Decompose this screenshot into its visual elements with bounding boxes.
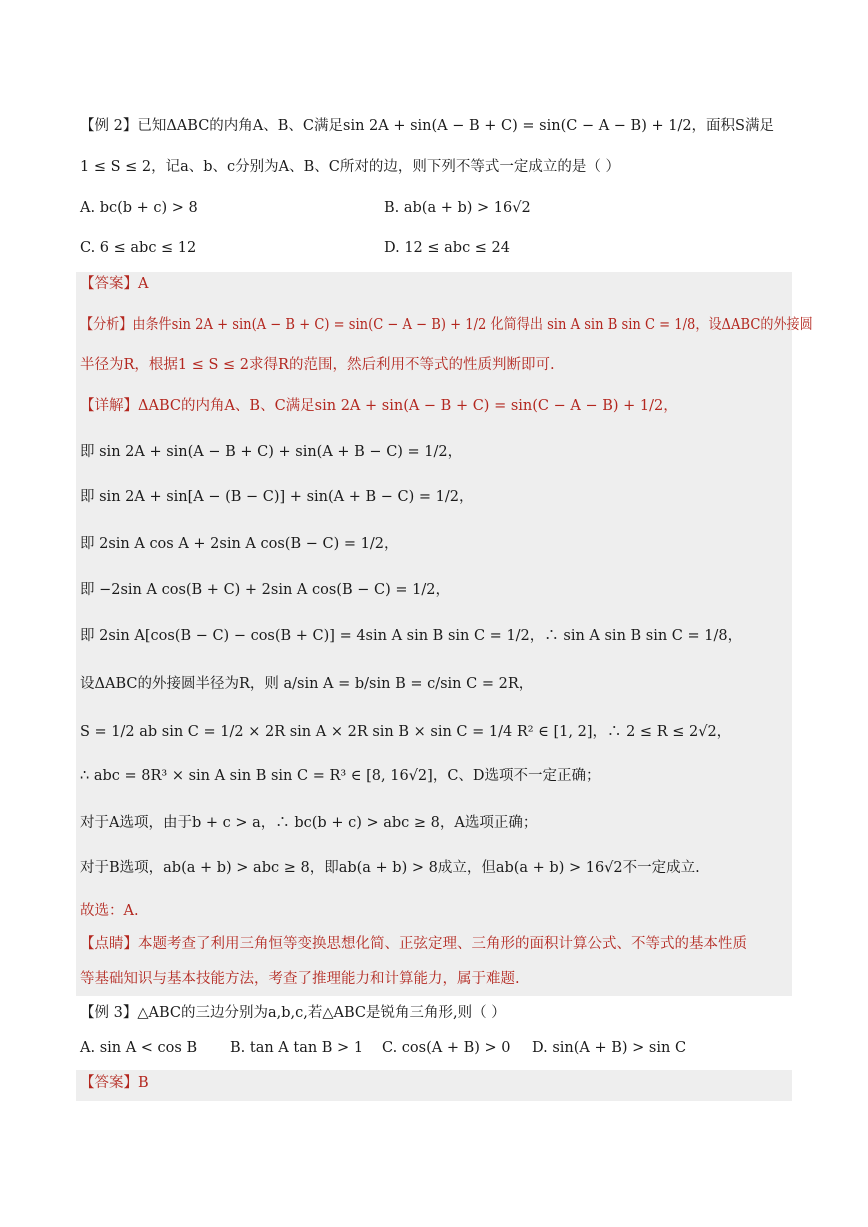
ex3-solution-block xyxy=(76,1070,792,1101)
ex2-step-6: 设ΔABC的外接圆半径为R，则 a/sin A = b/sin B = c/sin C = 2R， xyxy=(80,676,534,692)
ex2-option-b: B. ab(a + b) > 16√2 xyxy=(384,200,531,216)
ex2-step-1: 即 sin 2A + sin(A − B + C) + sin(A + B − C) = 1/2， xyxy=(80,444,463,460)
ex2-comment-line1: 【点睛】本题考查了利用三角恒等变换思想化简、正弦定理、三角形的面积计算公式、不等式的基本性质 xyxy=(80,936,747,952)
ex3-answer: 【答案】B xyxy=(80,1075,149,1091)
ex2-option-a: A. bc(b + c) > 8 xyxy=(80,200,198,216)
ex2-detail-line1: 【详解】ΔABC的内角A、B、C满足sin 2A + sin(A − B + C) = sin(C − A − B) + 1/2， xyxy=(80,398,678,414)
ex2-analysis-line1: 【分析】由条件sin 2A + sin(A − B + C) = sin(C − A − B) + 1/2 化简得出 sin A sin B sin C = 1/8，设ΔABC的外接圆 xyxy=(80,317,813,333)
ex2-step-2: 即 sin 2A + sin[A − (B − C)] + sin(A + B − C) = 1/2， xyxy=(80,489,474,505)
ex2-step-5: 即 2sin A[cos(B − C) − cos(B + C)] = 4sin A sin B sin C = 1/2，∴ sin A sin B sin C = 1/8， xyxy=(80,628,743,644)
ex3-option-a: A. sin A < cos B xyxy=(80,1040,198,1056)
ex3-option-b: B. tan A tan B > 1 xyxy=(230,1040,364,1056)
ex2-choose: 故选：A. xyxy=(80,903,139,919)
ex2-answer: 【答案】A xyxy=(80,276,149,292)
ex2-stem-line1: 【例 2】已知ΔABC的内角A、B、C满足sin 2A + sin(A − B + C) = sin(C − A − B) + 1/2，面积S满足 xyxy=(80,118,774,134)
ex2-comment-line2: 等基础知识与基本技能方法，考查了推理能力和计算能力，属于难题. xyxy=(80,971,520,987)
ex2-step-3: 即 2sin A cos A + 2sin A cos(B − C) = 1/2， xyxy=(80,536,399,552)
ex3-option-d: D. sin(A + B) > sin C xyxy=(532,1040,687,1056)
ex3-stem: 【例 3】△ABC的三边分别为a,b,c,若△ABC是锐角三角形,则（ ） xyxy=(80,1005,506,1021)
ex2-step-10: 对于B选项，ab(a + b) > abc ≥ 8，即ab(a + b) > 8成立，但ab(a + b) > 16√2不一定成立. xyxy=(80,860,700,876)
ex2-step-9: 对于A选项，由于b + c > a，∴ bc(b + c) > abc ≥ 8，A选项正确； xyxy=(80,815,538,831)
ex3-option-c: C. cos(A + B) > 0 xyxy=(382,1040,511,1056)
ex2-step-4: 即 −2sin A cos(B + C) + 2sin A cos(B − C) = 1/2， xyxy=(80,582,450,598)
ex2-step-8: ∴ abc = 8R³ × sin A sin B sin C = R³ ∈ [8, 16√2]，C、D选项不一定正确； xyxy=(80,768,601,784)
ex2-analysis-line2: 半径为R，根据1 ≤ S ≤ 2求得R的范围，然后利用不等式的性质判断即可. xyxy=(80,357,555,373)
ex2-option-d: D. 12 ≤ abc ≤ 24 xyxy=(384,240,511,256)
ex2-step-7: S = 1/2 ab sin C = 1/2 × 2R sin A × 2R sin B × sin C = 1/4 R² ∈ [1, 2]，∴ 2 ≤ R ≤ 2√2， xyxy=(80,724,732,740)
ex2-stem-line2: 1 ≤ S ≤ 2，记a、b、c分别为A、B、C所对的边，则下列不等式一定成立的是（ ） xyxy=(80,159,620,175)
ex2-option-c: C. 6 ≤ abc ≤ 12 xyxy=(80,240,197,256)
